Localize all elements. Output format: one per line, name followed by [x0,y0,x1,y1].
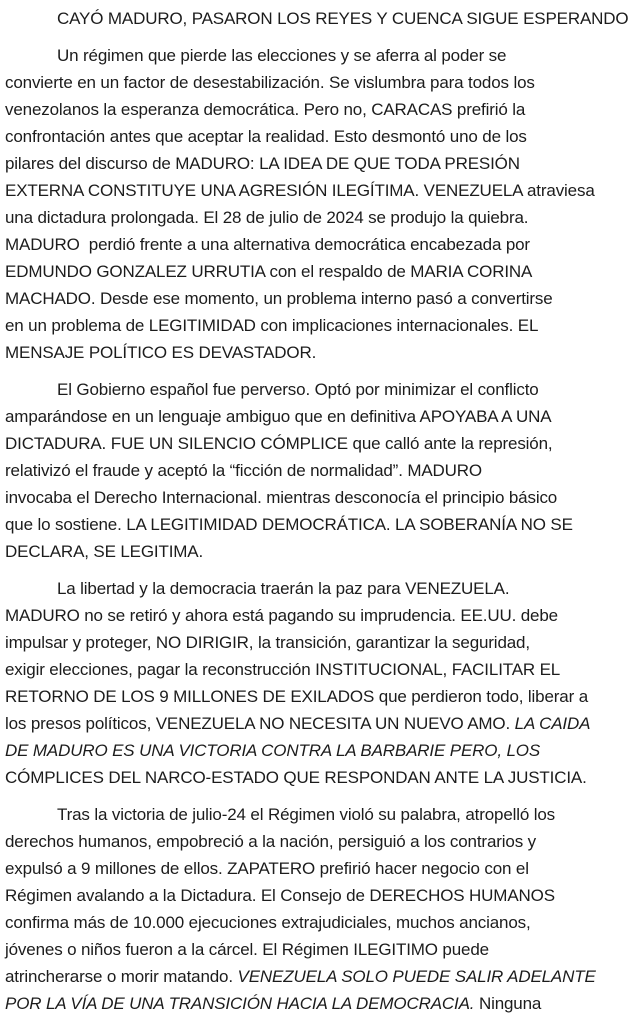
text-segment: pilares del discurso de MADURO: LA IDEA DE QUE TODA PRESIÓN [5,154,520,173]
text-line [5,828,631,855]
text-segment: MADURO perdió frente a una alternativa democrática encabezada por [5,235,530,254]
text-segment: Tras la victoria de julio-24 el Régimen violó su palabra, atropelló los [57,805,556,824]
text-line [5,511,631,538]
text-segment: en un problema de LEGITIMIDAD con implicaciones internacionales. EL [5,316,539,335]
text-segment: MACHADO. Desde ese momento, un problema interno pasó a convertirse [5,289,553,308]
text-line [5,683,631,710]
text-segment: CÓMPLICES DEL NARCO-ESTADO QUE RESPONDAN ANTE LA JUSTICIA. [5,768,587,787]
paragraph [5,801,631,1017]
text-line [5,629,631,656]
text-line [5,258,631,285]
text-line [5,882,631,909]
text-line [5,602,631,629]
text-segment: exigir elecciones, pagar la reconstrucción INSTITUCIONAL, FACILITAR EL [5,660,561,679]
text-segment: MENSAJE POLÍTICO ES DEVASTADOR. [5,343,317,362]
text-line [5,123,631,150]
text-segment: convierte en un factor de desestabilización. Se vislumbra para todos los [5,73,535,92]
text-line [5,737,631,764]
text-segment: DICTADURA. FUE UN SILENCIO CÓMPLICE que calló ante la represión, [5,434,553,453]
text-line [5,150,631,177]
text-line [5,801,631,828]
text-segment: Régimen avalando a la Dictadura. El Consejo de DERECHOS HUMANOS [5,886,555,905]
text-segment: jóvenes o niños fueron a la cárcel. El Régimen ILEGITIMO puede [5,940,489,959]
text-line [5,909,631,936]
text-line [5,764,631,791]
text-segment: RETORNO DE LOS 9 MILLONES DE EXILADOS que perdieron todo, liberar a [5,687,588,706]
text-line [5,177,631,204]
text-segment: invocaba el Derecho Internacional. mientras desconocía el principio básico [5,488,558,507]
text-line [5,656,631,683]
document-title: CAYÓ MADURO, PASARON LOS REYES Y CUENCA SIGUE ESPERANDO [57,9,629,28]
italic-text-segment: DE MADURO ES UNA VICTORIA CONTRA LA BARBARIE PERO, LOS [5,741,541,760]
text-line [5,710,631,737]
paragraph [5,42,631,366]
text-segment: DECLARA, SE LEGITIMA. [5,542,204,561]
text-segment: amparándose en un lenguaje ambiguo que en definitiva APOYABA A UNA [5,407,552,426]
text-segment: confirma más de 10.000 ejecuciones extrajudiciales, muchos ancianos, [5,913,531,932]
text-segment: que lo sostiene. LA LEGITIMIDAD DEMOCRÁTICA. LA SOBERANÍA NO SE [5,515,573,534]
text-line [5,457,631,484]
italic-text-segment: VENEZUELA SOLO PUEDE SALIR ADELANTE [237,967,596,986]
paragraph [5,575,631,791]
text-segment: derechos humanos, empobreció a la nación, persiguió a los contrarios y [5,832,536,851]
italic-text-segment: LA CAIDA [514,714,591,733]
text-line [5,575,631,602]
text-segment: EXTERNA CONSTITUYE UNA AGRESIÓN ILEGÍTIMA. VENEZUELA atraviesa [5,181,595,200]
text-line [5,42,631,69]
text-line [5,96,631,123]
text-line [5,231,631,258]
text-line [5,376,631,403]
text-line [5,285,631,312]
text-line [5,855,631,882]
text-segment: los presos políticos, VENEZUELA NO NECESITA UN NUEVO AMO. [5,714,515,733]
text-segment: venezolanos la esperanza democrática. Pero no, CARACAS prefirió la [5,100,526,119]
text-segment: impulsar y proteger, NO DIRIGIR, la transición, garantizar la seguridad, [5,633,530,652]
text-segment: confrontación antes que aceptar la realidad. Esto desmontó uno de los [5,127,527,146]
text-segment: La libertad y la democracia traerán la paz para VENEZUELA. [57,579,510,598]
italic-text-segment: POR LA VÍA DE UNA TRANSICIÓN HACIA LA DEMOCRACIA. [5,994,475,1013]
text-segment: Ninguna [474,994,542,1013]
text-segment: EDMUNDO GONZALEZ URRUTIA con el respaldo de MARIA CORINA [5,262,533,281]
text-line [5,963,631,990]
text-segment: Un régimen que pierde las elecciones y se aferra al poder se [57,46,507,65]
text-line [5,430,631,457]
text-line [5,403,631,430]
text-line [5,339,631,366]
text-line [5,936,631,963]
text-segment: una dictadura prolongada. El 28 de julio de 2024 se produjo la quiebra. [5,208,529,227]
text-line [5,312,631,339]
text-line [5,484,631,511]
text-segment: MADURO no se retiró y ahora está pagando su imprudencia. EE.UU. debe [5,606,558,625]
text-line [5,538,631,565]
text-line [5,990,631,1017]
text-segment: expulsó a 9 millones de ellos. ZAPATERO prefirió hacer negocio con el [5,859,529,878]
text-line [5,69,631,96]
document-body [5,42,631,1017]
text-segment: El Gobierno español fue perverso. Optó por minimizar el conflicto [57,380,539,399]
text-line [5,204,631,231]
text-segment: relativizó el fraude y aceptó la “ficción de normalidad”. MADURO [5,461,482,480]
text-segment: atrincherarse o morir matando. [5,967,238,986]
paragraph [5,376,631,565]
